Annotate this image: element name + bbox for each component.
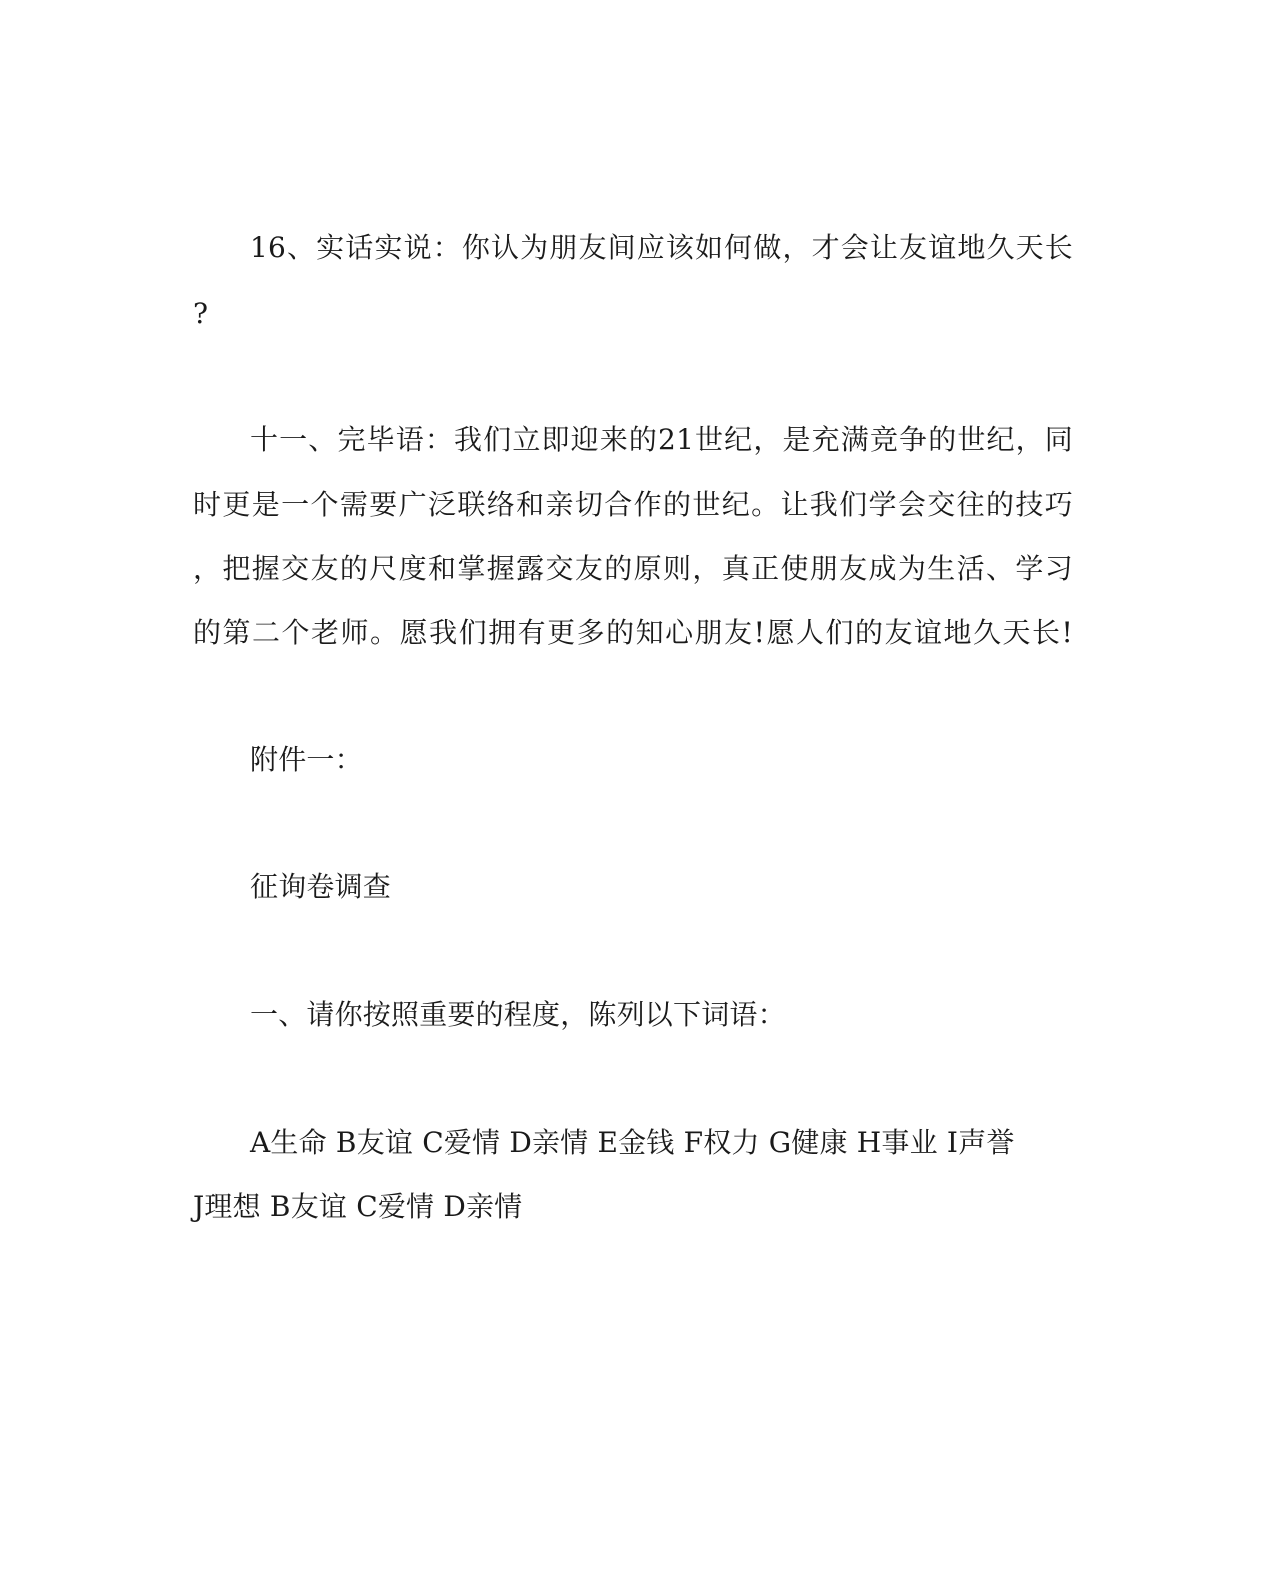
q16-line-1: 16、实话实说：你认为朋友间应该如何做，才会让友谊地久天长 [250,231,1073,264]
appendix-title: 附件一： [250,743,363,776]
closing-line-3: ，把握交友的尺度和掌握露交友的原则，真正使朋友成为生活、学习 [193,552,1073,585]
closing-line-4: 的第二个老师。愿我们拥有更多的知心朋友!愿人们的友谊地久天长! [193,616,1073,649]
closing-line-1: 十一、完毕语：我们立即迎来的21世纪，是充满竞争的世纪，同 [250,423,1073,456]
closing-line-2: 时更是一个需要广泛联络和亲切合作的世纪。让我们学会交往的技巧 [193,488,1073,521]
options-line-2: J理想 B友谊 C爱情 D亲情 [193,1190,523,1223]
q16-line-2: ? [193,297,209,330]
survey-title: 征询卷调查 [250,870,392,903]
question-1: 一、请你按照重要的程度，陈列以下词语： [250,998,786,1031]
options-line-1: A生命 B友谊 C爱情 D亲情 E金钱 F权力 G健康 H事业 I声誉 [250,1126,1015,1159]
